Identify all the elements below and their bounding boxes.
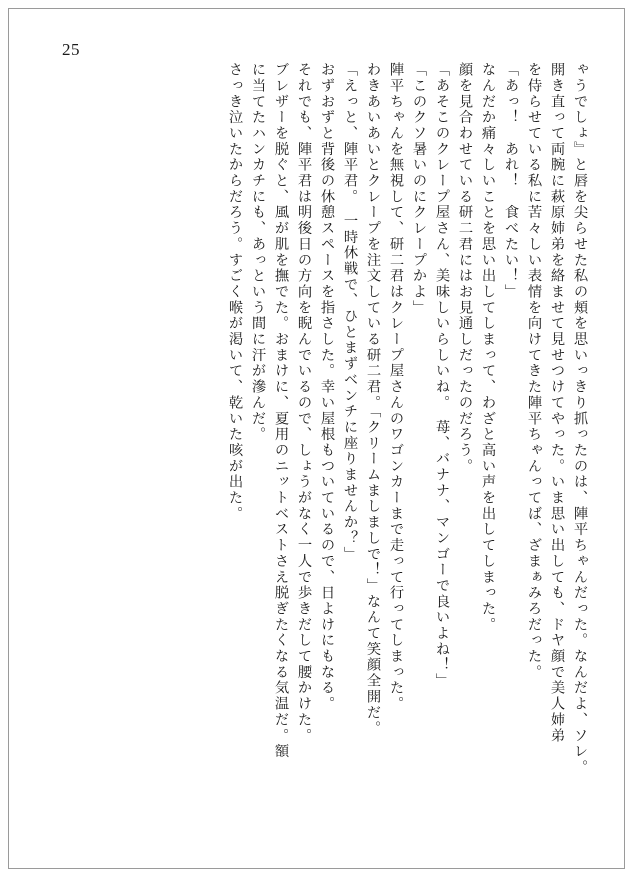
text-column: 「あそこのクレープ屋さん、美味しいらしいね。 苺、バナナ、マンゴーで良いよね！」: [434, 62, 450, 689]
text-column: わきあいあいとクレープを注文している研二君。「クリームましましで！」なんて笑顔全開だ。: [365, 62, 381, 737]
text-column: さっき泣いたからだろう。すごく喉が渇いて、乾いた咳が出た。: [227, 62, 243, 522]
text-column: 顔を見合わせている研二君にはお見通しだったのだろう。: [457, 62, 473, 475]
text-column: ゃうでしょ』と唇を尖らせた私の頬を思いっきり抓ったのは、陣平ちゃんだった。なんだよ、ソレ。: [572, 62, 588, 776]
text-column: おずおずと背後の休憩スペースを指さした。幸い屋根もついているので、日よけにもなる。: [319, 62, 335, 712]
text-column: 開き直って両腕に萩原姉弟を絡ませて見せつけてやった。いま思い出しても、ドヤ顔で美人姉弟: [549, 62, 565, 744]
vertical-text-block: [77, 62, 587, 822]
text-column: ブレザーを脱ぐと、風が肌を撫でた。おまけに、夏用のニットベストさえ脱ぎたくなる気温だ。額: [273, 62, 289, 760]
page-number: 25: [62, 40, 80, 59]
text-column: 「このクソ暑いのにクレープかよ」: [411, 62, 427, 316]
text-column: を侍らせている私に苦々しい表情を向けてきた陣平ちゃんってば、ざまぁみろだった。: [526, 62, 542, 681]
text-column: なんだか痛々しいことを思い出してしまって、わざと高い声を出してしまった。: [480, 62, 496, 633]
text-column: 「あっ！ あれ！ 食べたい！」: [503, 62, 519, 300]
text-column: 「えっと、陣平君。 一時休戦で、ひとまずベンチに座りませんか？」: [342, 62, 358, 563]
text-column: 陣平ちゃんを無視して、研二君はクレープ屋さんのワゴンカーまで走って行ってしまった。: [388, 62, 404, 712]
text-column: それでも、陣平君は明後日の方向を睨んでいるので、しょうがなく一人で歩きだして腰かけた。: [296, 62, 312, 744]
text-column: に当てたハンカチにも、あっという間に汗が滲んだ。: [250, 62, 266, 443]
